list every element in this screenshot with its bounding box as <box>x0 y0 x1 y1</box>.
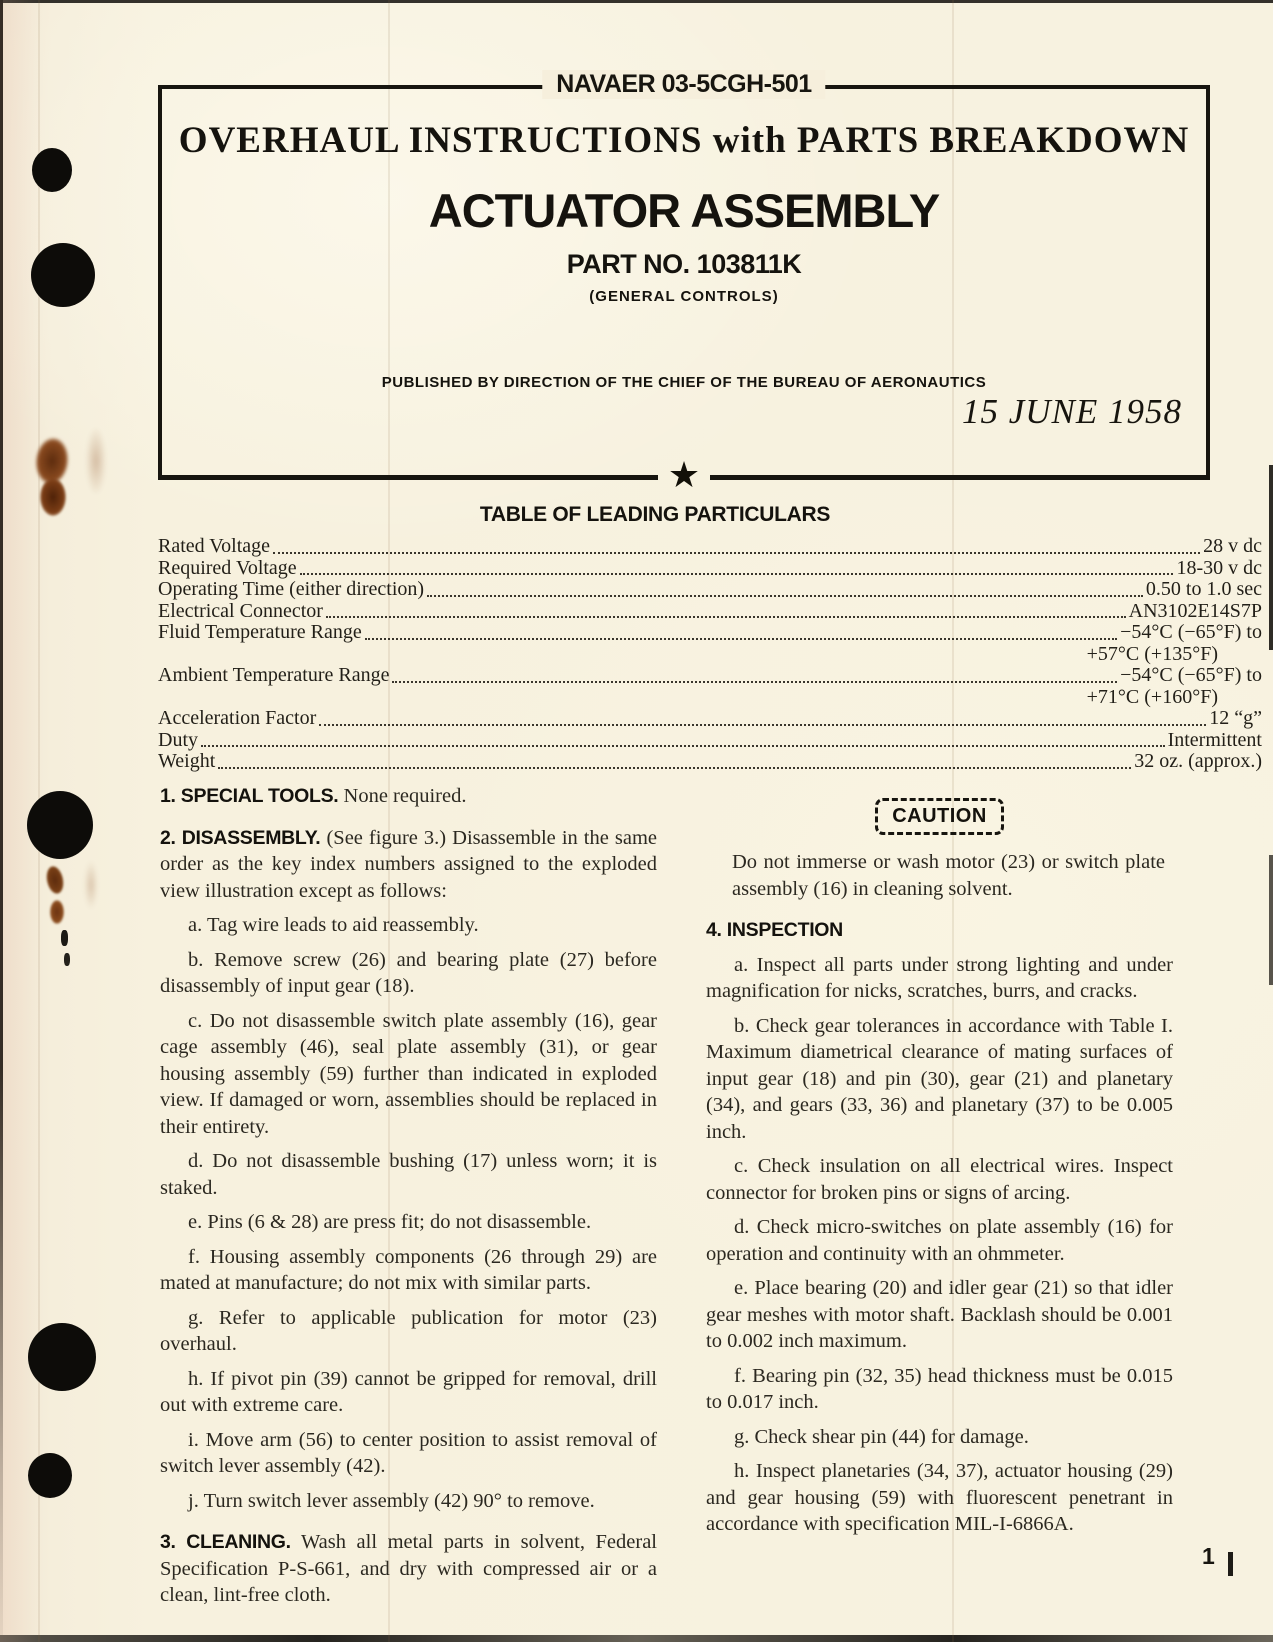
paragraph-special-tools <box>160 783 657 810</box>
punch-hole <box>32 148 72 192</box>
caution-box: CAUTION <box>875 798 1004 835</box>
list-item: a. Inspect all parts under strong lighting and under magnification for nicks, scratches, burrs, and cracks. <box>706 953 1173 1002</box>
body-columns <box>160 768 1173 1617</box>
header-box <box>158 70 1210 496</box>
caution-text: Do not immerse or wash motor (23) or switch plate assembly (16) in cleaning solvent. <box>732 851 1165 900</box>
table-row-continuation <box>158 687 1262 709</box>
list-item: i. Move arm (56) to center position to assist removal of switch lever assembly (42). <box>160 1428 657 1477</box>
list-item: e. Place bearing (20) and idler gear (21) so that idler gear meshes with motor shaft. Backlash should be 0.001 to 0.002 inch maximum. <box>706 1277 1173 1352</box>
scan-edge-bottom <box>0 1635 1273 1642</box>
dot-leader <box>365 638 1117 640</box>
section-heading: 4. INSPECTION <box>706 919 843 941</box>
paragraph-inspection <box>706 917 1173 944</box>
dot-leader <box>326 616 1126 618</box>
paragraph-cleaning <box>160 1529 657 1609</box>
list-item: g. Check shear pin (44) for damage. <box>734 1425 1029 1448</box>
row-label: Operating Time (either direction) <box>158 578 425 600</box>
scan-edge-right <box>1269 465 1273 650</box>
list-item: b. Remove screw (26) and bearing plate (27) before disassembly of input gear (18). <box>160 948 657 997</box>
row-label: Fluid Temperature Range <box>158 621 362 643</box>
list-item: e. Pins (6 & 28) are press fit; do not disassemble. <box>188 1211 592 1233</box>
row-label: Weight <box>158 750 216 772</box>
document-title: OVERHAUL INSTRUCTIONS with PARTS BREAKDOWN <box>178 120 1190 161</box>
rule-line <box>710 475 1210 480</box>
header-box-bottom-rule: ★ <box>158 475 1210 480</box>
ink-stain <box>50 900 64 924</box>
row-label: Duty <box>158 728 198 751</box>
row-value: AN3102E14S7P <box>1128 599 1262 622</box>
ink-mark <box>64 953 70 966</box>
row-label: Ambient Temperature Range <box>158 664 390 686</box>
table-row <box>158 558 1262 580</box>
list-item: j. Turn switch lever assembly (42) 90° to remove. <box>188 1489 595 1512</box>
scan-edge-right <box>1269 855 1273 985</box>
table-row <box>158 665 1262 687</box>
document-number: NAVAER 03-5CGH-501 <box>542 70 825 99</box>
punch-hole <box>27 791 93 859</box>
paragraph-text: (See figure 3.) Disassemble in the same order as the key index numbers assigned to the exploded view illustration except as follows: <box>160 826 658 902</box>
row-value: 32 oz. (approx.) <box>1134 750 1262 772</box>
list-item: c. Check insulation on all electrical wires. Inspect connector for broken pins or signs of arcing. <box>706 1155 1173 1204</box>
table-title: TABLE OF LEADING PARTICULARS <box>479 503 831 526</box>
punch-hole <box>28 1323 96 1391</box>
table-row <box>158 601 1262 623</box>
dot-leader <box>427 595 1143 597</box>
row-label: Acceleration Factor <box>158 707 317 729</box>
rule-line <box>158 475 658 480</box>
scan-edge-mark <box>1228 1552 1233 1576</box>
caution-box-wrap <box>706 798 1173 835</box>
manufacturer: (GENERAL CONTROLS) <box>589 288 779 305</box>
row-label: Required Voltage <box>158 556 297 579</box>
table-row <box>158 622 1262 644</box>
list-item: h. Inspect planetaries (34, 37), actuator housing (29) and gear housing (59) with fluorescent penetrant in accordance with specification MIL-I-6866A. <box>706 1460 1173 1535</box>
row-value: 12 “g” <box>1209 707 1262 729</box>
right-column <box>706 768 1173 1617</box>
row-value: Intermittent <box>1167 728 1262 751</box>
punch-hole <box>31 243 95 307</box>
table-row <box>158 536 1262 558</box>
list-item: f. Housing assembly components (26 through 29) are mated at manufacture; do not mix with similar parts. <box>160 1245 657 1294</box>
row-value: +71°C (+160°F) <box>1086 685 1218 708</box>
rust-stain <box>40 478 66 516</box>
list-item: f. Bearing pin (32, 35) head thickness must be 0.015 to 0.017 inch. <box>706 1364 1173 1413</box>
scan-edge-top <box>0 0 1273 3</box>
row-value: +57°C (+135°F) <box>1086 642 1218 665</box>
ink-stain <box>44 865 65 896</box>
ink-mark <box>61 930 68 946</box>
list-item: d. Do not disassemble bushing (17) unless worn; it is staked. <box>160 1150 657 1199</box>
dot-leader <box>273 552 1200 554</box>
list-item: a. Tag wire leads to aid reassembly. <box>188 914 479 936</box>
leading-particulars-table <box>158 503 1262 773</box>
dot-leader <box>201 745 1165 747</box>
row-label: Rated Voltage <box>158 535 271 557</box>
rust-stain <box>86 428 106 494</box>
table-row <box>158 708 1262 730</box>
table-row-continuation <box>158 644 1262 666</box>
row-value: 28 v dc <box>1203 535 1262 557</box>
list-item: b. Check gear tolerances in accordance with Table I. Maximum diametrical clearance of mating surfaces of input gear (18) and pin (30), gear (21) and planetary (34), and gears (33, 36) and planetary (37) to be 0.005 inch. <box>706 1014 1173 1143</box>
section-heading: 3. CLEANING. <box>160 1531 291 1553</box>
paragraph-disassembly <box>160 825 657 905</box>
row-value: −54°C (−65°F) to <box>1120 621 1262 643</box>
paragraph-text: Wash all metal parts in solvent, Federal Specification P-S-661, and dry with compressed air or a clean, lint-free cloth. <box>160 1531 657 1606</box>
section-heading: 2. DISASSEMBLY. <box>160 826 321 849</box>
dot-leader <box>319 724 1206 726</box>
published-by-line: PUBLISHED BY DIRECTION OF THE CHIEF OF THE BUREAU OF AERONAUTICS <box>381 374 987 391</box>
dot-leader <box>392 681 1117 683</box>
list-item: d. Check micro-switches on plate assembly (16) for operation and continuity with an ohmmeter. <box>706 1216 1173 1265</box>
table-row <box>158 579 1262 601</box>
row-label: Electrical Connector <box>158 599 323 622</box>
row-value: −54°C (−65°F) to <box>1120 664 1262 686</box>
list-item: c. Do not disassemble switch plate assembly (16), gear cage assembly (46), seal plate assembly (31), or gear housing assembly (59) further than indicated in exploded view. If damaged or worn, assemblies should be replaced in their entirety. <box>160 1009 657 1138</box>
page-number: 1 <box>1202 1543 1215 1569</box>
section-heading: 1. SPECIAL TOOLS. <box>160 785 339 807</box>
row-value: 18-30 v dc <box>1176 556 1262 579</box>
row-value: 0.50 to 1.0 sec <box>1145 578 1262 600</box>
ink-stain <box>84 860 98 910</box>
table-row <box>158 730 1262 752</box>
publication-date: 15 JUNE 1958 <box>961 392 1182 431</box>
left-column <box>160 768 657 1617</box>
list-item: h. If pivot pin (39) cannot be gripped for removal, drill out with extreme care. <box>160 1367 657 1416</box>
list-item: g. Refer to applicable publication for motor (23) overhaul. <box>160 1306 657 1355</box>
dot-leader <box>300 573 1174 575</box>
part-number: PART NO. 103811K <box>566 249 802 279</box>
product-title: ACTUATOR ASSEMBLY <box>428 184 940 237</box>
punch-hole <box>28 1453 72 1498</box>
paragraph-text: None required. <box>343 785 467 807</box>
